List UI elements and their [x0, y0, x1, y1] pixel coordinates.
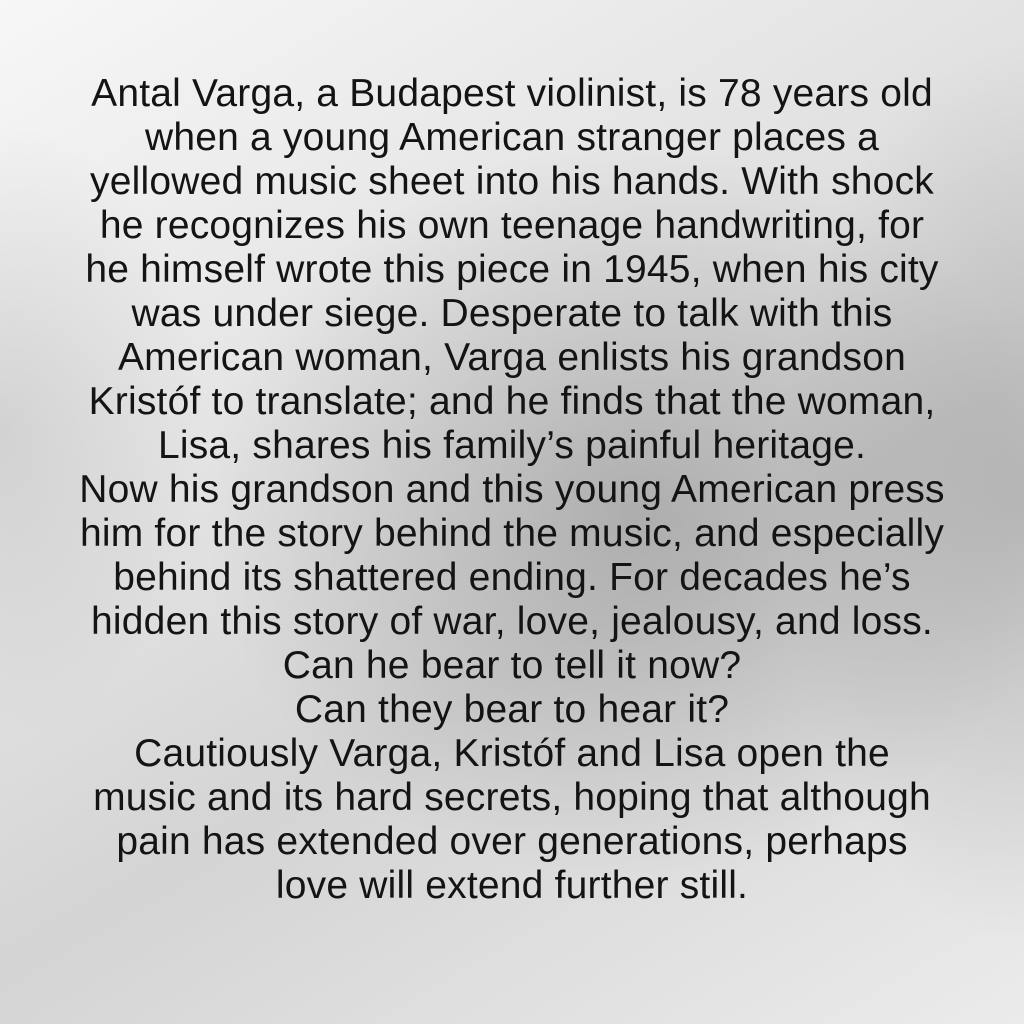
blurb-line: pain has extended over generations, perhaps	[116, 820, 908, 863]
blurb-line: Lisa, shares his family’s painful heritage.	[157, 424, 867, 467]
blurb-line: behind its shattered ending. For decades he’s	[113, 556, 911, 599]
blurb-line: him for the story behind the music, and especially	[79, 512, 945, 555]
blurb-line: love will extend further still.	[275, 864, 749, 907]
blurb-line: hidden this story of war, love, jealousy, and loss.	[91, 600, 933, 643]
blurb-line: Can they bear to hear it?	[294, 688, 730, 731]
blurb-line: Kristóf to translate; and he finds that the woman,	[88, 380, 936, 423]
blurb-line: music and its hard secrets, hoping that although	[93, 776, 931, 819]
blurb-line: when a young American stranger places a	[144, 116, 880, 159]
blurb-line: Now his grandson and this young American press	[79, 468, 945, 511]
blurb-line: yellowed music sheet into his hands. With shock	[90, 160, 934, 203]
blurb-line: American woman, Varga enlists his grandson	[117, 336, 907, 379]
blurb-line: Can he bear to tell it now?	[282, 644, 742, 687]
blurb-line: he himself wrote this piece in 1945, when his city	[85, 248, 939, 291]
book-blurb-text	[0, 72, 1024, 908]
blurb-line: Cautiously Varga, Kristóf and Lisa open the	[134, 732, 890, 775]
blurb-line: was under siege. Desperate to talk with this	[131, 292, 893, 335]
blurb-line: Antal Varga, a Budapest violinist, is 78 years old	[91, 72, 933, 115]
blurb-line: he recognizes his own teenage handwriting, for	[99, 204, 925, 247]
